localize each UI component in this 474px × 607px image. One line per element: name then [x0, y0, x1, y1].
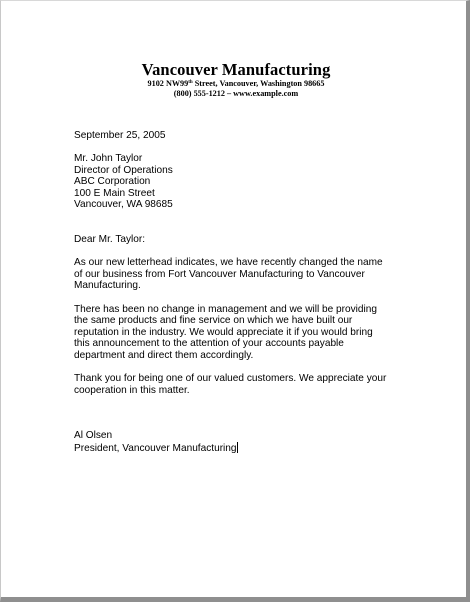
signature-block: [74, 430, 434, 454]
paragraph-line: this announcement to the attention of your accounts payable: [74, 338, 344, 350]
paragraph-line: department and direct them accordingly.: [74, 350, 254, 361]
address-rest: Street, Vancouver, Washington 98665: [192, 79, 325, 88]
paragraph-line: reputation in the industry. We would appreciate it if you would bring: [74, 326, 373, 338]
company-contact: (800) 555-1212 – www.example.com: [173, 89, 299, 98]
paragraph-line: the same products and fine service on which we have built our: [74, 315, 353, 327]
paragraph-3: [74, 373, 434, 396]
letter-date-block: [74, 130, 434, 142]
company-address: [1, 79, 471, 89]
signature-title: President, Vancouver Manufacturing: [74, 442, 237, 454]
paragraph-line: Thank you for being one of our valued customers. We appreciate your: [74, 373, 387, 385]
recipient-address: [74, 153, 434, 211]
paragraph-line: There has been no change in management and we will be providing: [74, 303, 378, 315]
signature-title-line: [74, 442, 434, 455]
signature-name: Al Olsen: [74, 430, 113, 442]
paragraph-line: As our new letterhead indicates, we have recently changed the name: [74, 257, 383, 269]
paragraph-line: cooperation in this matter.: [74, 384, 190, 396]
recipient-street: 100 E Main Street: [74, 187, 155, 199]
recipient-name: Mr. John Taylor: [74, 153, 143, 165]
letter-body[interactable]: [74, 126, 434, 455]
text-cursor: [237, 442, 238, 453]
company-name: Vancouver Manufacturing: [141, 60, 331, 79]
paragraph-line: Manufacturing.: [74, 280, 141, 292]
letter-date: September 25, 2005: [74, 130, 166, 141]
salutation-block: [74, 234, 434, 246]
paragraph-1: [74, 257, 434, 292]
recipient-title: Director of Operations: [74, 164, 173, 176]
recipient-company: ABC Corporation: [74, 176, 151, 188]
letterhead: [1, 61, 471, 99]
paragraph-2: [74, 304, 434, 362]
paragraph-line: of our business from Fort Vancouver Manufacturing to Vancouver: [74, 268, 365, 280]
recipient-city: Vancouver, WA 98685: [74, 199, 173, 211]
address-number: 9102 NW99: [147, 79, 189, 88]
address-ordinal: th: [188, 80, 193, 85]
salutation: Dear Mr. Taylor:: [74, 234, 146, 246]
